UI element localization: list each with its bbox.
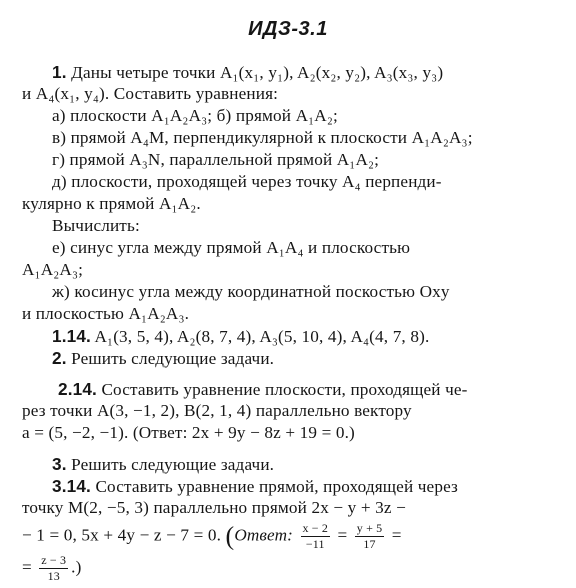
task2-problem-line2: рез точки A(3, −1, 2), B(2, 1, 4) параллельно вектору	[22, 401, 412, 420]
task1-item-g: г) прямой A₃N, параллельной прямой A₁A₂;	[52, 150, 380, 169]
task3-heading: Решить следующие задачи.	[71, 455, 275, 474]
fraction-z-numerator: z − 3	[41, 553, 67, 567]
task3-answer-label: Ответ:	[234, 525, 294, 545]
open-paren: (	[225, 521, 235, 551]
task2-heading-line	[52, 348, 274, 369]
equals-sign-2: =	[391, 525, 402, 545]
task2-heading: Решить следующие задачи.	[71, 349, 275, 368]
task1-variant-number: 1.14.	[52, 326, 91, 346]
task1-item-v: в) прямой A₄M, перпендикулярной к плоскости A₁A₂A₃;	[52, 128, 473, 147]
fraction-x-numerator: x − 2	[302, 521, 329, 535]
task1-variant-line	[52, 326, 429, 347]
task3-line4-end: .)	[71, 557, 82, 577]
task1-item-d-line1: д) плоскости, проходящей через точку A₄ перпенди-	[52, 172, 442, 191]
task3-problem-line2: точку M(2, −5, 3) параллельно прямой 2x − y + 3z −	[22, 498, 406, 517]
task1-variant-data: A₁(3, 5, 4), A₂(8, 7, 4), A₃(5, 10, 4), A₄(4, 7, 8).	[94, 327, 430, 346]
task1-item-d-line2: кулярно к прямой A₁A₂.	[22, 194, 201, 213]
task3-problem-text-line1: Составить уравнение прямой, проходящей через	[95, 477, 458, 496]
fraction-z	[39, 554, 68, 583]
task1-item-zh-line2: и плоскостью A₁A₂A₃.	[22, 304, 190, 323]
fraction-y	[355, 522, 385, 551]
fraction-y-numerator: y + 5	[356, 521, 383, 535]
task3-line3-start: − 1 = 0, 5x + 4y − z − 7 = 0.	[22, 525, 222, 545]
task2-problem-text-line1: Составить уравнение плоскости, проходящей че-	[101, 380, 468, 399]
task3-line4-prefix: =	[22, 557, 32, 577]
task3-problem-line1	[52, 476, 458, 497]
task1-item-zh-line1: ж) косинус угла между координатной поскостью Oxy	[52, 282, 450, 301]
task1-compute-label: Вычислить:	[52, 216, 140, 235]
task1-item-e-line1: е) синус угла между прямой A₁A₄ и плоскостью	[52, 238, 411, 257]
task3-problem-line3	[22, 522, 402, 551]
task3-number: 3.	[52, 454, 67, 474]
task3-problem-number: 3.14.	[52, 476, 91, 496]
task2-problem-line1	[58, 379, 468, 400]
task2-number: 2.	[52, 348, 67, 368]
task1-line2: и A₄(x₁, y₄). Составить уравнения:	[22, 84, 279, 103]
fraction-y-denominator: 17	[363, 537, 376, 551]
equals-sign-1: =	[337, 525, 348, 545]
task1-line1	[52, 62, 443, 83]
task3-problem-line4	[22, 554, 81, 583]
task1-number: 1.	[52, 62, 67, 82]
task1-item-a: а) плоскости A₁A₂A₃; б) прямой A₁A₂;	[52, 106, 338, 125]
fraction-z-denominator: 13	[47, 569, 60, 583]
document-title: ИДЗ-3.1	[248, 18, 328, 40]
task3-heading-line	[52, 454, 274, 475]
task2-problem-number: 2.14.	[58, 379, 97, 399]
task1-text-line1: Даны четыре точки A₁(x₁, y₁), A₂(x₂, y₂), A₃(x₃, y₃)	[71, 63, 444, 82]
task2-problem-line3: a = (5, −2, −1). (Ответ: 2x + 9y − 8z + 19 = 0.)	[22, 423, 355, 442]
fraction-x	[301, 522, 331, 551]
task1-item-e-line2: A₁A₂A₃;	[22, 260, 84, 279]
fraction-x-denominator: −11	[305, 537, 325, 551]
